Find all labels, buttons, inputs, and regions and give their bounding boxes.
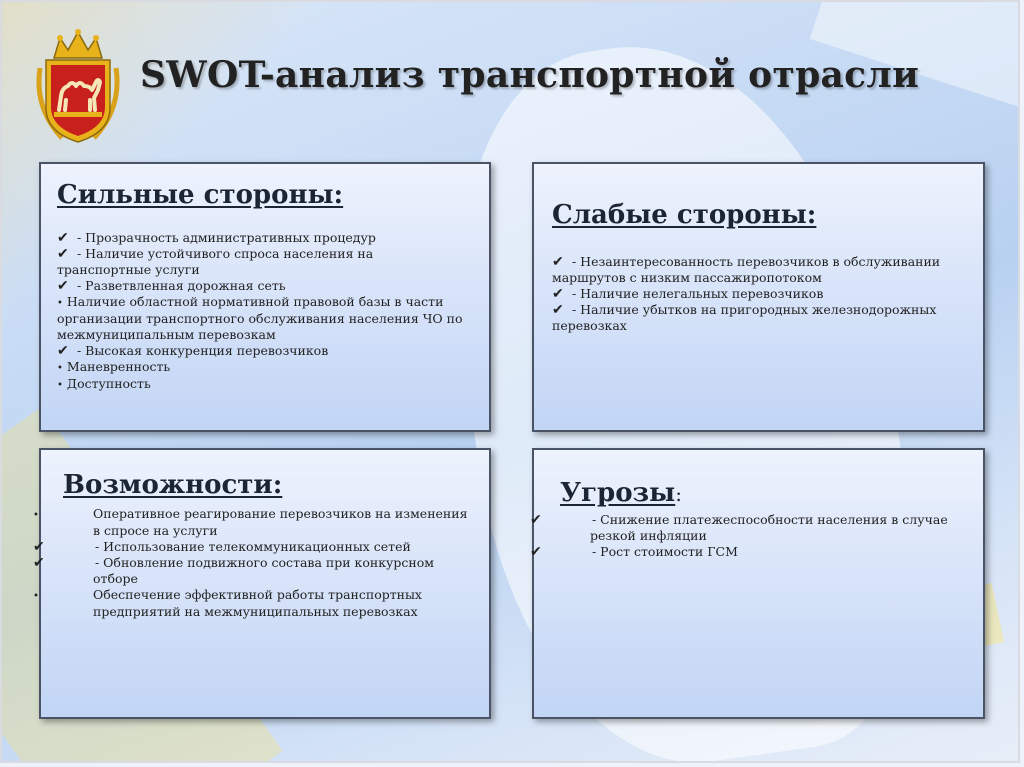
check-icon: ✔: [57, 278, 69, 294]
weaknesses-item: [552, 302, 965, 334]
strengths-item: [57, 246, 471, 278]
opportunities-item-text: Оперативное реагирование перевозчиков на изменения в спросе на услуги: [93, 506, 468, 538]
slide-title: SWOT-анализ транспортной отрасли: [140, 54, 920, 96]
threats-heading: Угрозы:: [560, 478, 682, 508]
strengths-list: [57, 230, 471, 393]
weaknesses-item-text: - Наличие нелегальных перевозчиков: [568, 286, 824, 301]
strengths-box: [39, 162, 491, 432]
check-icon: ✔: [57, 343, 69, 359]
opportunities-item-text: Обеспечение эффективной работы транспортных предприятий на межмуниципальных перевозках: [93, 587, 422, 619]
threats-item: [530, 512, 965, 544]
check-icon: ✔: [530, 544, 542, 560]
chelyabinsk-coat-of-arms-icon: [32, 28, 124, 146]
weaknesses-list: [552, 254, 965, 334]
bullet-icon: •: [57, 298, 63, 309]
check-icon: ✔: [530, 512, 542, 528]
check-icon: ✔: [552, 254, 564, 270]
strengths-item-text: - Высокая конкуренция перевозчиков: [73, 343, 329, 358]
bullet-icon: •: [33, 510, 39, 521]
strengths-item: [57, 343, 471, 359]
strengths-item-text: Маневренность: [66, 359, 171, 374]
strengths-item-text: Доступность: [66, 376, 151, 391]
strengths-item: [57, 294, 471, 343]
strengths-item: [57, 359, 471, 376]
check-icon: ✔: [57, 246, 69, 262]
opportunities-list: [33, 506, 471, 620]
check-icon: ✔: [33, 539, 45, 555]
bullet-icon: •: [57, 363, 63, 374]
strengths-item: [57, 376, 471, 393]
threats-item-text: - Рост стоимости ГСМ: [588, 544, 738, 559]
weaknesses-item: [552, 286, 965, 302]
opportunities-item: [33, 506, 471, 539]
opportunities-box: [33, 448, 491, 719]
opportunities-item: [33, 555, 471, 587]
weaknesses-item-text: - Наличие убытков на пригородных железнодорожных перевозках: [552, 302, 937, 333]
opportunities-item-text: - Обновление подвижного состава при конкурсном отборе: [91, 555, 434, 586]
threats-item: [530, 544, 965, 560]
check-icon: ✔: [57, 230, 69, 246]
strengths-item-text: - Прозрачность административных процедур: [73, 230, 376, 245]
opportunities-heading: Возможности:: [63, 470, 283, 500]
strengths-item: [57, 278, 471, 294]
threats-box: [532, 448, 985, 719]
bullet-icon: •: [33, 591, 39, 602]
check-icon: ✔: [33, 555, 45, 571]
opportunities-item-text: - Использование телекоммуникационных сетей: [91, 539, 411, 554]
strengths-item-text: - Разветвленная дорожная сеть: [73, 278, 286, 293]
opportunities-item: [33, 539, 471, 555]
weaknesses-item: [552, 254, 965, 286]
strengths-item-text: - Наличие устойчивого спроса населения на транспортные услуги: [57, 246, 374, 277]
bullet-icon: •: [57, 380, 63, 391]
threats-item-text: - Снижение платежеспособности населения в случае резкой инфляции: [588, 512, 948, 543]
strengths-item-text: Наличие областной нормативной правовой базы в части организации транспортного обслуживания населения ЧО по межмуниципальным перевозкам: [57, 294, 463, 342]
strengths-item: [57, 230, 471, 246]
opportunities-item: [33, 587, 471, 620]
strengths-heading: Сильные стороны:: [57, 180, 344, 210]
check-icon: ✔: [552, 302, 564, 318]
threats-list: [530, 512, 965, 560]
weaknesses-item-text: - Незаинтересованность перевозчиков в обслуживании маршрутов с низким пассажиропотоком: [552, 254, 941, 285]
weaknesses-box: [532, 162, 985, 432]
check-icon: ✔: [552, 286, 564, 302]
weaknesses-heading: Слабые стороны:: [552, 200, 817, 230]
